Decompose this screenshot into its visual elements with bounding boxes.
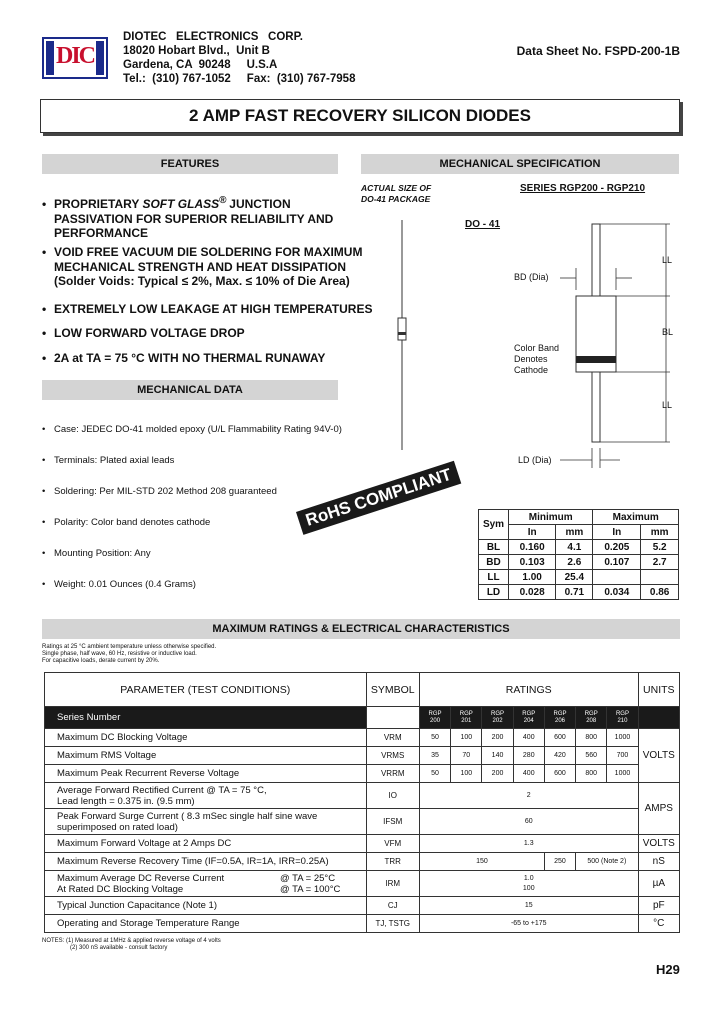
feature-item: • PROPRIETARY SOFT GLASS® JUNCTION PASSIVATION FOR SUPERIOR RELIABILITY AND PERFORMANCE bbox=[42, 195, 334, 240]
series-cell: RGP 206 bbox=[544, 707, 575, 729]
table-row: BL 0.160 4.1 0.205 5.2 bbox=[479, 540, 679, 555]
feature-item: • LOW FORWARD VOLTAGE DROP bbox=[42, 326, 245, 340]
bl-label: BL bbox=[662, 327, 674, 337]
mm-header: mm bbox=[556, 525, 593, 540]
in-header: In bbox=[509, 525, 556, 540]
units-header: UNITS bbox=[638, 673, 679, 707]
ld-label: LD (Dia) bbox=[518, 455, 552, 465]
table-row: Maximum Forward Voltage at 2 Amps DC VFM 1.3 VOLTS bbox=[45, 835, 680, 853]
actual-size-diode-drawing bbox=[390, 220, 414, 450]
table-row: LD 0.028 0.71 0.034 0.86 bbox=[479, 585, 679, 600]
table-row: BD 0.103 2.6 0.107 2.7 bbox=[479, 555, 679, 570]
actual-size-note: ACTUAL SIZE OF DO-41 PACKAGE bbox=[361, 183, 432, 204]
mech-data-item: • Polarity: Color band denotes cathode bbox=[42, 517, 211, 528]
dimension-table bbox=[478, 509, 679, 600]
table-row: Average Forward Rectified Current @ TA = 75 °C, Lead length = 0.375 in. (9.5 mm) IO 2 AMPS bbox=[45, 783, 680, 809]
table-row: Operating and Storage Temperature Range TJ, TSTG -65 to +175 °C bbox=[45, 915, 680, 933]
ratings-conditions-note: Ratings at 25 °C ambient temperature unless otherwise specified. Single phase, half wave, 60 Hz, resistive or inductive load. For capacitive loads, derate current by 20%. bbox=[42, 644, 217, 664]
mech-data-heading: MECHANICAL DATA bbox=[42, 380, 338, 400]
address-line: Gardena, CA 90248 U.S.A bbox=[123, 59, 278, 71]
series-label: Series Number bbox=[45, 707, 367, 729]
feature-item: • EXTREMELY LOW LEAKAGE AT HIGH TEMPERATURES bbox=[42, 302, 373, 316]
mech-data-item: • Soldering: Per MIL-STD 202 Method 208 guaranteed bbox=[42, 486, 277, 497]
series-cell: RGP 204 bbox=[513, 707, 544, 729]
mech-spec-heading: MECHANICAL SPECIFICATION bbox=[361, 154, 679, 174]
rohs-badge: RoHS COMPLIANT bbox=[296, 461, 461, 535]
param-header: PARAMETER (TEST CONDITIONS) bbox=[45, 673, 367, 707]
footnotes: NOTES: (1) Measured at 1MHz & applied reverse voltage of 4 volts (2) 300 nS available - consult factory bbox=[42, 938, 221, 951]
ratings-heading: MAXIMUM RATINGS & ELECTRICAL CHARACTERISTICS bbox=[42, 619, 680, 639]
table-row: Maximum Average DC Reverse Current At Rated DC Blocking Voltage @ TA = 25°C @ TA = 100°C IRM 1.0 100 µA bbox=[45, 871, 680, 897]
company-logo bbox=[42, 37, 108, 79]
company-address bbox=[123, 30, 355, 86]
series-cell: RGP 201 bbox=[451, 707, 482, 729]
datasheet-number: Data Sheet No. FSPD-200-1B bbox=[516, 44, 680, 58]
ratings-table bbox=[44, 672, 680, 933]
maximum-header: Maximum bbox=[593, 510, 679, 525]
table-row: Maximum Peak Recurrent Reverse Voltage VRRM 50 100 200 400 600 800 1000 bbox=[45, 765, 680, 783]
features-heading: FEATURES bbox=[42, 154, 338, 174]
series-cell: RGP 208 bbox=[576, 707, 607, 729]
minimum-header: Minimum bbox=[509, 510, 593, 525]
phone-fax: Tel.: (310) 767-1052 Fax: (310) 767-7958 bbox=[123, 73, 356, 85]
in-header: In bbox=[593, 525, 641, 540]
series-cell: RGP 200 bbox=[419, 707, 450, 729]
table-row: Maximum Reverse Recovery Time (IF=0.5A, IR=1A, IRR=0.25A) TRR 150 250 500 (Note 2) nS bbox=[45, 853, 680, 871]
mech-data-item: • Mounting Position: Any bbox=[42, 548, 151, 559]
sym-header: Sym bbox=[479, 510, 509, 540]
ll-bottom-label: LL bbox=[662, 400, 673, 410]
series-cell: RGP 202 bbox=[482, 707, 513, 729]
series-label: SERIES RGP200 - RGP210 bbox=[520, 183, 646, 194]
feature-item: • VOID FREE VACUUM DIE SOLDERING FOR MAXIMUM MECHANICAL STRENGTH AND HEAT DISSIPATION (Solder Voids: Typical ≤ 2%, Max. ≤ 10% of Die Area) bbox=[42, 245, 363, 288]
company-name: DIOTEC ELECTRONICS CORP. bbox=[123, 31, 303, 43]
table-row: Maximum DC Blocking Voltage VRM 50 100 200 400 600 800 1000 VOLTS bbox=[45, 729, 680, 747]
table-row: LL 1.00 25.4 bbox=[479, 570, 679, 585]
series-row bbox=[45, 707, 680, 729]
logo-text: DIC bbox=[55, 43, 94, 69]
package-name: DO - 41 bbox=[465, 219, 501, 230]
mech-data-item: • Weight: 0.01 Ounces (0.4 Grams) bbox=[42, 579, 196, 590]
color-band-note: Color Band Denotes Cathode bbox=[514, 343, 560, 375]
mech-data-item: • Case: JEDEC DO-41 molded epoxy (U/L Flammability Rating 94V-0) bbox=[42, 424, 342, 435]
table-row: Peak Forward Surge Current ( 8.3 mSec single half sine wave superimposed on rated load) IFSM 60 bbox=[45, 809, 680, 835]
feature-item: • 2A at TA = 75 °C WITH NO THERMAL RUNAWAY bbox=[42, 351, 326, 365]
bd-label: BD (Dia) bbox=[514, 272, 549, 282]
address-line: 18020 Hobart Blvd., Unit B bbox=[123, 45, 270, 57]
mm-header: mm bbox=[641, 525, 679, 540]
mech-data-item: • Terminals: Plated axial leads bbox=[42, 455, 175, 466]
table-row: Maximum RMS Voltage VRMS 35 70 140 280 420 560 700 bbox=[45, 747, 680, 765]
symbol-header: SYMBOL bbox=[366, 673, 419, 707]
table-row: Typical Junction Capacitance (Note 1) CJ 15 pF bbox=[45, 897, 680, 915]
series-cell: RGP 210 bbox=[607, 707, 638, 729]
ll-top-label: LL bbox=[662, 255, 673, 265]
page-title: 2 AMP FAST RECOVERY SILICON DIODES bbox=[40, 99, 680, 133]
page-number: H29 bbox=[656, 962, 680, 977]
ratings-header: RATINGS bbox=[419, 673, 638, 707]
